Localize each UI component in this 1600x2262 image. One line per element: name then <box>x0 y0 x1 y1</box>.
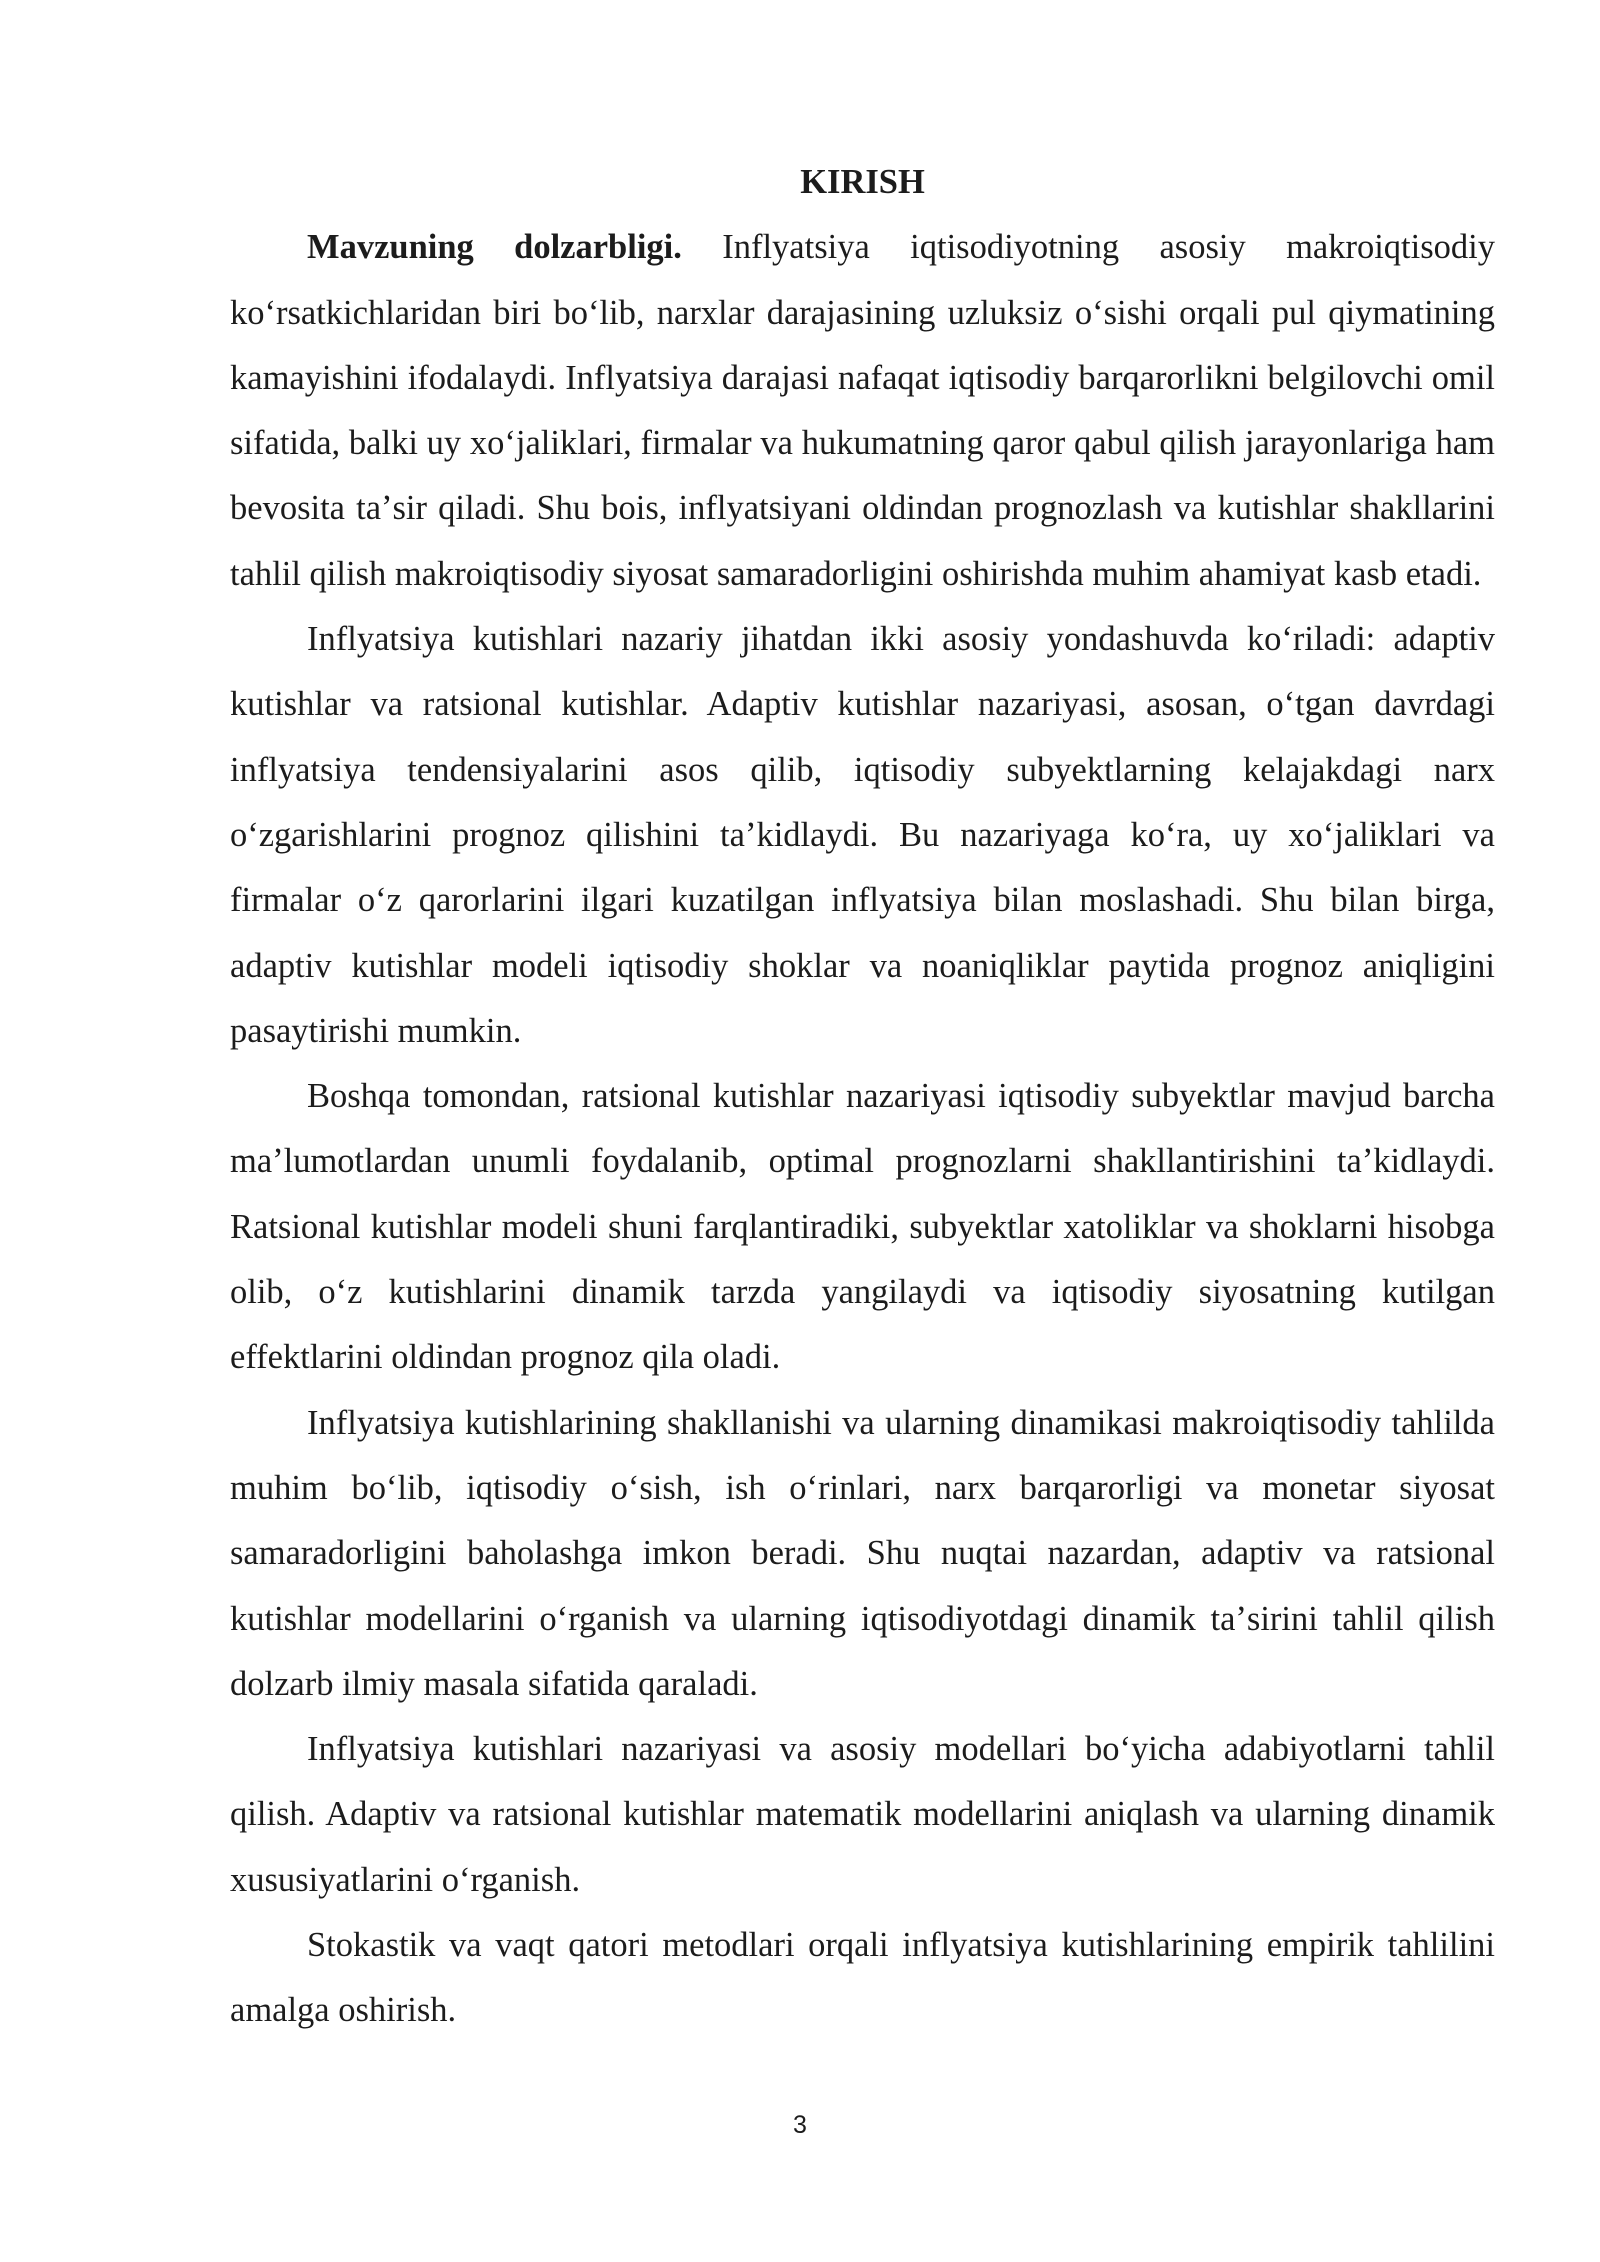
paragraph-dynamics: Inflyatsiya kutishlarining shakllanishi va ularning dinamikasi makroiqtisodiy tahlilda muhim boʻlib, iqtisodiy oʻsish, ish oʻrinlari, narx barqarorligi va monetar siyosat samaradorligini baholashga imkon beradi. Shu nuqtai nazardan, adaptiv va ratsional kutishlar modellarini oʻrganish va ularning iqtisodiyotdagi dinamik taʼsirini tahlil qilish dolzarb ilmiy masala sifatida qaraladi. <box>230 1403 1495 1703</box>
paragraph-lead-bold: Mavzuning dolzarbligi. <box>307 228 682 267</box>
paragraph-rational-expectations: Boshqa tomondan, ratsional kutishlar nazariyasi iqtisodiy subyektlar mavjud barcha maʼlumotlardan unumli foydalanib, optimal prognozlarni shakllantirishini taʼkidlaydi. Ratsional kutishlar modeli shuni farqlantiradiki, subyektlar xatoliklar va shoklarni hisobga olib, oʻz kutishlarini dinamik tarzda yangilaydi va iqtisodiy siyosatning kutilgan effektlarini oldindan prognoz qila oladi. <box>230 1077 1495 1377</box>
page-number: 3 <box>793 2111 807 2139</box>
section-title: KIRISH <box>800 163 925 201</box>
page-content <box>230 150 1495 2044</box>
paragraph-text: Inflyatsiya iqtisodiyotning asosiy makroiqtisodiy koʻrsatkichlaridan biri boʻlib, narxlar darajasining uzluksiz oʻsishi orqali pul qiymatining kamayishini ifodalaydi. Inflyatsiya darajasi nafaqat iqtisodiy barqarorlikni belgilovchi omil sifatida, balki uy xoʻjaliklari, firmalar va hukumatning qaror qabul qilish jarayonlariga ham bevosita taʼsir qiladi. Shu bois, inflyatsiyani oldindan prognozlash va kutishlar shakllarini tahlil qilish makroiqtisodiy siyosat samaradorligini oshirishda muhim ahamiyat kasb etadi. <box>230 228 1495 593</box>
paragraph-task-literature: Inflyatsiya kutishlari nazariyasi va asosiy modellari boʻyicha adabiyotlarni tahlil qilish. Adaptiv va ratsional kutishlar matematik modellarini aniqlash va ularning dinamik xususiyatlarini oʻrganish. <box>230 1730 1495 1899</box>
paragraph-expectations-theory: Inflyatsiya kutishlari nazariy jihatdan ikki asosiy yondashuvda koʻriladi: adaptiv kutishlar va ratsional kutishlar. Adaptiv kutishlar nazariyasi, asosan, oʻtgan davrdagi inflyatsiya tendensiyalarini asos qilib, iqtisodiy subyektlarning kelajakdagi narx oʻzgarishlarini prognoz qilishini taʼkidlaydi. Bu nazariyaga koʻra, uy xoʻjaliklari va firmalar oʻz qarorlarini ilgari kuzatilgan inflyatsiya bilan moslashadi. Shu bilan birga, adaptiv kutishlar modeli iqtisodiy shoklar va noaniqliklar paytida prognoz aniqligini pasaytirishi mumkin. <box>230 620 1495 1050</box>
paragraph-task-empirical: Stokastik va vaqt qatori metodlari orqali inflyatsiya kutishlarining empirik tahlilini amalga oshirish. <box>230 1926 1495 2030</box>
paragraph-relevance <box>230 215 1495 607</box>
